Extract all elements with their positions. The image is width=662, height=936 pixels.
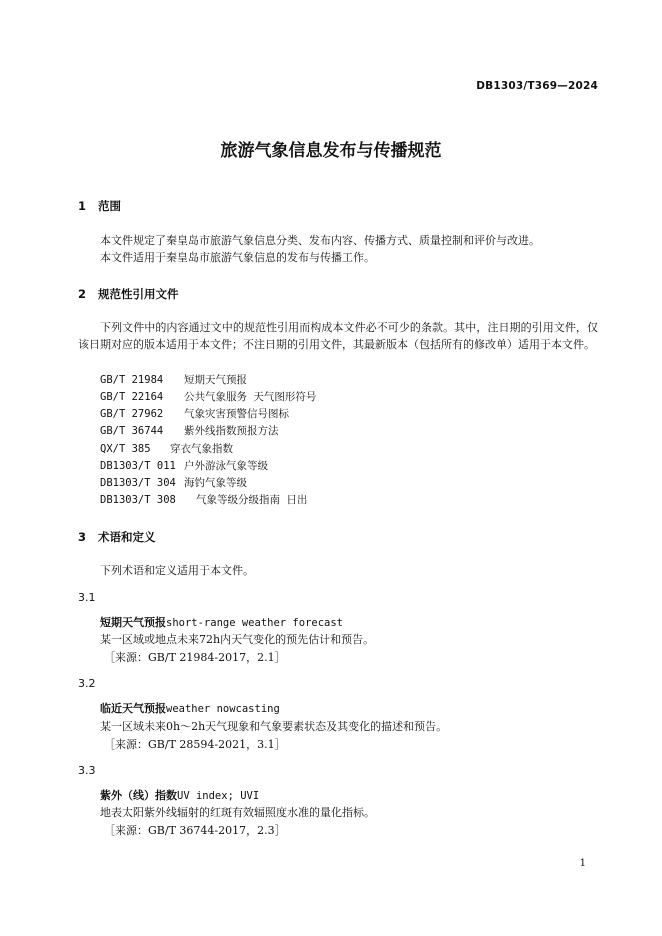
section-3-intro: 下列术语和定义适用于本文件。 [100,564,254,577]
reference-item [100,372,247,387]
term-number: 3.1 [78,591,96,604]
reference-code: DB1303/T 304 [100,477,176,489]
term-number: 3.3 [78,764,96,777]
term-name [100,700,280,716]
section-title: 范围 [98,199,121,213]
reference-item [100,406,289,421]
reference-title: 户外游泳气象等级 [184,460,268,472]
reference-item [100,441,233,456]
section-number: 2 [78,287,87,301]
section-2-heading [78,286,179,302]
section-2-intro: 下列文件中的内容通过文中的规范性引用而构成本文件必不可少的条款。其中，注日期的引用文件，仅该日期对应的版本适用于本文件；不注日期的引用文件，其最新版本（包括所有的修改单）适用于本文件。 [78,321,598,351]
term-name [100,787,259,803]
section-number: 3 [78,530,87,544]
document-code: DB1303/T369—2024 [476,80,598,92]
reference-item [100,475,247,490]
reference-title: 气象灾害预警信号图标 [184,408,289,420]
reference-item [100,389,316,404]
reference-title: 穿衣气象指数 [170,443,233,455]
section-3-heading [78,529,156,545]
reference-code: GB/T 27962 [100,408,164,420]
reference-code: DB1303/T 011 [100,460,176,472]
term-source: ［来源：GB/T 28594-2021，3.1］ [104,738,286,751]
reference-title: 短期天气预报 [184,374,247,386]
reference-code: QX/T 385 [100,443,151,455]
reference-title: 气象等级分级指南 日出 [196,494,308,506]
reference-item [100,492,307,507]
reference-code: DB1303/T 308 [100,494,176,506]
section-1-heading [78,198,121,214]
reference-title: 公共气象服务 天气图形符号 [184,391,317,403]
term-english: weather nowcasting [166,703,280,715]
term-number: 3.2 [78,677,96,690]
section-number: 1 [78,199,87,213]
term-english: UV index; UVI [177,790,260,802]
term-english: short-range weather forecast [166,617,344,629]
reference-title: 紫外线指数预报方法 [184,425,279,437]
term-chinese: 短期天气预报 [100,616,166,629]
section-title: 术语和定义 [98,530,156,544]
term-chinese: 紫外（线）指数 [100,789,177,802]
term-definition: 地表太阳紫外线辐射的红斑有效辐照度水准的量化指标。 [100,806,375,819]
term-name [100,614,343,630]
section-1-paragraph-2: 本文件适用于秦皇岛市旅游气象信息的发布与传播工作。 [100,251,375,264]
term-source: ［来源：GB/T 36744-2017，2.3］ [104,824,286,837]
reference-title: 海钓气象等级 [184,477,247,489]
reference-code: GB/T 21984 [100,374,164,386]
reference-item [100,458,268,473]
reference-code: GB/T 36744 [100,425,164,437]
page-number: 1 [579,858,586,869]
reference-item [100,423,279,438]
section-title: 规范性引用文件 [98,287,179,301]
term-source: ［来源：GB/T 21984-2017，2.1］ [104,651,286,664]
term-chinese: 临近天气预报 [100,702,166,715]
term-definition: 某一区域或地点未来72h内天气变化的预先估计和预告。 [100,633,375,646]
document-title: 旅游气象信息发布与传播规范 [220,141,442,161]
section-1-paragraph-1: 本文件规定了秦皇岛市旅游气象信息分类、发布内容、传播方式、质量控制和评价与改进。 [100,234,540,247]
reference-code: GB/T 22164 [100,391,164,403]
term-definition: 某一区域未来0h～2h天气现象和气象要素状态及其变化的描述和预告。 [100,720,448,733]
